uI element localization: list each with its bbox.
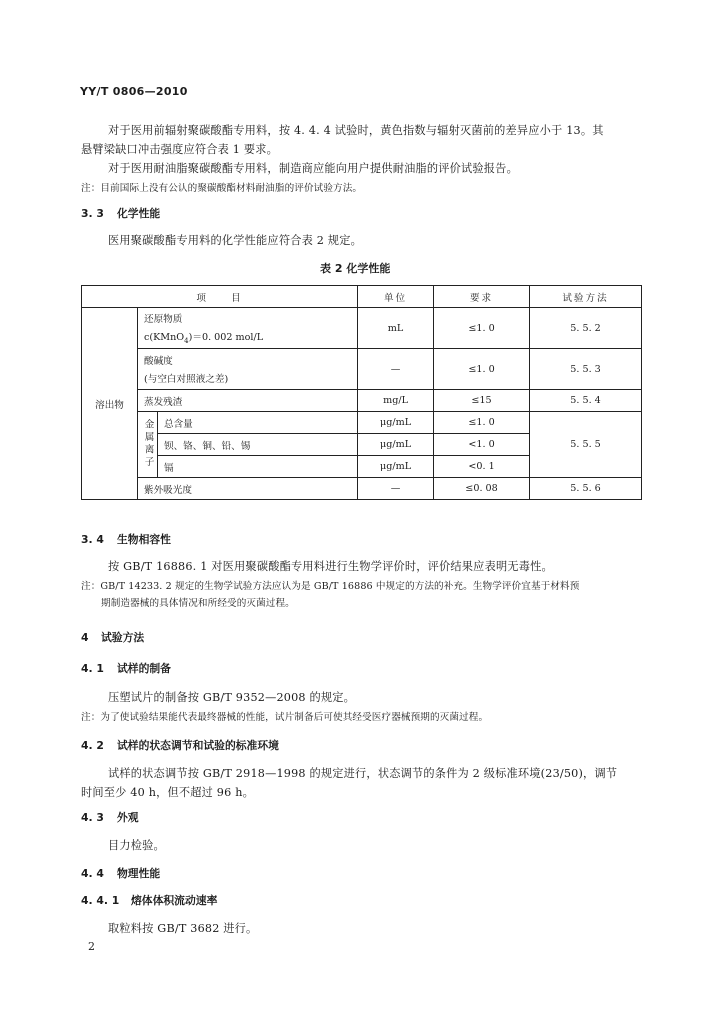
- item-metal-group: 钡、铬、铜、铅、锡: [158, 434, 358, 456]
- section-4-4-1-heading: [81, 893, 217, 908]
- section-3-4-text: 按 GB/T 16886. 1 对医用聚碳酸酯专用料进行生物学评价时，评价结果应表明无毒性。: [108, 560, 553, 573]
- section-4-3-text: 目力检验。: [108, 839, 165, 852]
- unit-cell: mL: [358, 308, 434, 349]
- item-reducing-substances: [138, 308, 358, 349]
- section-number: 3. 4: [81, 533, 104, 546]
- table-row: [82, 412, 642, 434]
- section-3-4-note-line1: 注：GB/T 14233. 2 规定的生物学试验方法应认为是 GB/T 16886 中规定的方法的补充。生物学评价宜基于材料预: [81, 581, 580, 592]
- section-title: 试验方法: [101, 631, 145, 644]
- item-acidity: [138, 349, 358, 390]
- requirement-cell: ≤1. 0: [434, 412, 530, 434]
- section-4-heading: [81, 630, 144, 645]
- section-4-4-heading: [81, 866, 160, 881]
- section-title: 试样的制备: [117, 662, 171, 675]
- section-title: 外观: [117, 811, 139, 824]
- section-number: 4. 1: [81, 662, 104, 675]
- requirement-cell: ≤15: [434, 390, 530, 412]
- section-4-2-heading: [81, 738, 279, 753]
- section-4-3-heading: [81, 810, 139, 825]
- unit-cell: μg/mL: [358, 412, 434, 434]
- unit-cell: mg/L: [358, 390, 434, 412]
- section-title: 生物相容性: [117, 533, 171, 546]
- section-number: 4. 4: [81, 867, 104, 880]
- section-4-2-text-line1: 试样的状态调节按 GB/T 2918—1998 的规定进行，状态调节的条件为 2 级标准环境(23/50)，调节: [108, 767, 618, 780]
- section-title: 化学性能: [117, 207, 161, 220]
- header-requirement: 要求: [434, 286, 530, 308]
- requirement-cell: ≤1. 0: [434, 349, 530, 390]
- intro-paragraph-line3: 对于医用耐油脂聚碳酸酯专用料，制造商应能向用户提供耐油脂的评价试验报告。: [108, 162, 518, 175]
- item-metal-total: 总含量: [158, 412, 358, 434]
- item-title: 酸碱度: [144, 356, 173, 367]
- standard-code-header: YY/T 0806—2010: [80, 85, 188, 98]
- group-label-extractables: 溶出物: [82, 308, 138, 500]
- section-3-3-heading: [81, 206, 160, 221]
- metal-ions-label: 金属离子: [138, 412, 158, 478]
- section-4-1-text: 压塑试片的制备按 GB/T 9352—2008 的规定。: [108, 691, 356, 704]
- section-number: 3. 3: [81, 207, 104, 220]
- unit-cell: μg/mL: [358, 434, 434, 456]
- item-metal-cadmium: 镉: [158, 456, 358, 478]
- section-title: 试样的状态调节和试验的标准环境: [117, 739, 279, 752]
- unit-cell: —: [358, 478, 434, 500]
- requirement-cell: <1. 0: [434, 434, 530, 456]
- method-cell: 5. 5. 4: [530, 390, 642, 412]
- section-3-4-heading: [81, 532, 171, 547]
- section-4-1-heading: [81, 661, 171, 676]
- section-4-2-text-line2: 时间至少 40 h，但不超过 96 h。: [81, 786, 254, 799]
- item-subtitle: c(KMnO$_4$)＝0. 002 mol/L: [144, 332, 264, 345]
- requirement-cell: <0. 1: [434, 456, 530, 478]
- header-test-method: 试验方法: [530, 286, 642, 308]
- requirement-cell: ≤1. 0: [434, 308, 530, 349]
- unit-cell: μg/mL: [358, 456, 434, 478]
- header-item: 项 目: [82, 286, 358, 308]
- section-3-4-note-line2: 期制造器械的具体情况和所经受的灭菌过程。: [101, 598, 295, 609]
- method-cell: 5. 5. 2: [530, 308, 642, 349]
- table-header-row: [82, 286, 642, 308]
- table-row: [82, 478, 642, 500]
- section-number: 4. 2: [81, 739, 104, 752]
- section-number: 4. 3: [81, 811, 104, 824]
- section-3-3-text: 医用聚碳酸酯专用料的化学性能应符合表 2 规定。: [108, 234, 362, 247]
- table-caption: 表 2 化学性能: [320, 262, 391, 275]
- item-subtitle: (与空白对照液之差): [144, 374, 229, 385]
- unit-cell: —: [358, 349, 434, 390]
- intro-paragraph-line1: 对于医用前辐射聚碳酸酯专用料，按 4. 4. 4 试验时，黄色指数与辐射灭菌前的差异应小于 13。其: [108, 124, 604, 137]
- item-evaporation-residue: 蒸发残渣: [138, 390, 358, 412]
- requirement-cell: ≤0. 08: [434, 478, 530, 500]
- method-cell: 5. 5. 6: [530, 478, 642, 500]
- table-row: [82, 390, 642, 412]
- method-cell: 5. 5. 5: [530, 412, 642, 478]
- section-number: 4: [81, 631, 89, 644]
- section-title: 物理性能: [117, 867, 161, 880]
- section-title: 熔体体积流动速率: [131, 894, 218, 907]
- chemical-properties-table: [81, 285, 642, 500]
- intro-note: 注：目前国际上没有公认的聚碳酸酯材料耐油脂的评价试验方法。: [81, 183, 363, 194]
- section-number: 4. 4. 1: [81, 894, 120, 907]
- section-4-4-1-text: 取粒料按 GB/T 3682 进行。: [108, 922, 258, 935]
- item-title: 还原物质: [144, 314, 183, 326]
- item-uv-absorbance: 紫外吸光度: [138, 478, 358, 500]
- table-row: [82, 308, 642, 349]
- page-number: 2: [88, 940, 95, 953]
- method-cell: 5. 5. 3: [530, 349, 642, 390]
- table-row: [82, 349, 642, 390]
- header-unit: 单位: [358, 286, 434, 308]
- section-4-1-note: 注：为了使试验结果能代表最终器械的性能，试片制备后可使其经受医疗器械预期的灭菌过程。: [81, 712, 489, 723]
- intro-paragraph-line2: 悬臂梁缺口冲击强度应符合表 1 要求。: [81, 143, 279, 156]
